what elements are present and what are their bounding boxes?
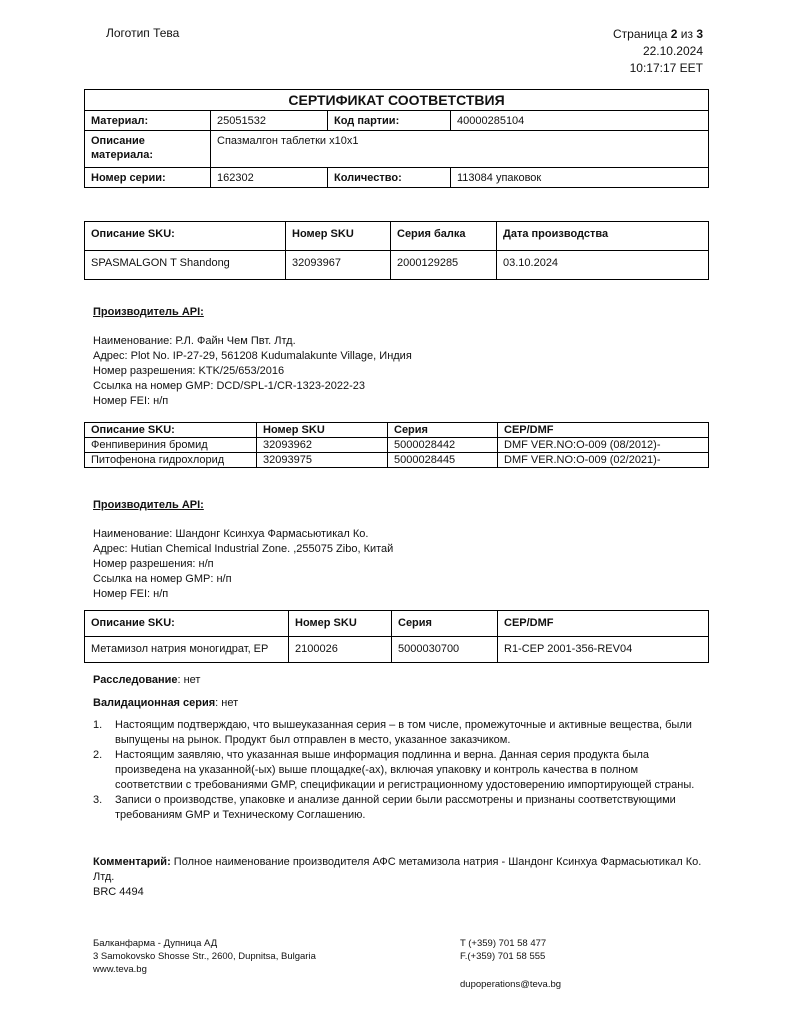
table-row (85, 251, 709, 280)
table-header: CEP/DMF (498, 423, 709, 438)
investigation-line: Расследование: нет (93, 674, 201, 686)
description-value: Спазмалгон таблетки x10x1 (211, 131, 709, 168)
series-label: Номер серии: (85, 168, 211, 188)
list-item: 2. Настоящим заявляю, что указанная выше информация подлинна и верна. Данная серия продукта была произведена на указанной(-ых) выше площадке(-ах), включая упаковку и контроль качества в полном соответствии с требованиями GMP, спецификации и регистрационному удостоверению импортирующей страны. (93, 749, 695, 791)
print-date: 22.10.2024 (642, 44, 703, 58)
table-cell: 5000030700 (392, 637, 498, 663)
table-header: Описание SKU: (85, 423, 257, 438)
footer-email[interactable]: dupoperations@teva.bg (460, 979, 562, 990)
footer-company: Балканфарма - Дупница АД (93, 938, 218, 949)
table-cell: DMF VER.NO:O-009 (02/2021)- (498, 453, 709, 468)
table-header: CEP/DMF (498, 611, 709, 637)
table-header: Серия (392, 611, 498, 637)
table-cell: Метамизол натрия моногидрат, EP (85, 637, 289, 663)
table-header-row (85, 222, 709, 251)
table-cell: Питофенона гидрохлорид (85, 453, 257, 468)
table-cell: 32093962 (257, 438, 388, 453)
page-info (613, 26, 703, 77)
quantity-value: 113084 упаковок (451, 168, 709, 188)
sku-table (84, 221, 709, 280)
table-header-row (85, 423, 709, 438)
footer-website[interactable]: www.teva.bg (93, 964, 147, 975)
logo-placeholder: Логотип Тева (106, 26, 180, 40)
table-header-row (85, 611, 709, 637)
list-item: 1. Настоящим подтверждаю, что вышеуказанная серия – в том числе, промежуточные и активные вещества, были выпущены на рынок. Продукт был отправлен в место, указанное заказчиком. (93, 719, 692, 746)
table-cell: 2100026 (289, 637, 392, 663)
table-cell: 32093975 (257, 453, 388, 468)
table-cell: 5000028445 (388, 453, 498, 468)
api1-name: Наименование: Р.Л. Файн Чем Пвт. Лтд. (93, 335, 296, 347)
table-cell: 03.10.2024 (497, 251, 709, 280)
table-cell: DMF VER.NO:O-009 (08/2012)- (498, 438, 709, 453)
footer-fax: F.(+359) 701 58 555 (460, 951, 546, 962)
certificate-table (84, 89, 709, 188)
api2-permit: Номер разрешения: н/п (93, 558, 214, 570)
series-value: 162302 (211, 168, 328, 188)
api1-fei: Номер FEI: н/п (93, 395, 169, 407)
footer-company-block (93, 937, 316, 976)
api2-fei: Номер FEI: н/п (93, 588, 169, 600)
batch-code-value: 40000285104 (451, 111, 709, 131)
api2-heading: Производитель API: (93, 499, 204, 511)
table-header: Дата производства (497, 222, 709, 251)
table-header: Описание SKU: (85, 222, 286, 251)
table-row (85, 637, 709, 663)
print-time: 10:17:17 EET (629, 61, 703, 75)
description-label: Описание материала: (85, 131, 211, 168)
brc-number: BRC 4494 (93, 886, 144, 898)
table-cell: R1-CEP 2001-356-REV04 (498, 637, 709, 663)
quantity-label: Количество: (328, 168, 451, 188)
api2-name: Наименование: Шандонг Ксинхуа Фармасьютикал Ко. (93, 528, 369, 540)
table-header: Номер SKU (286, 222, 391, 251)
statements-list (93, 718, 708, 823)
api2-gmp: Ссылка на номер GMP: н/п (93, 573, 232, 585)
list-item: 3. Записи о производстве, упаковке и анализе данной серии были рассмотрены и признаны соответствующими требованиям GMP и Техническому Соглашению. (93, 794, 676, 821)
api1-table (84, 422, 709, 468)
table-header: Номер SKU (289, 611, 392, 637)
table-row (85, 453, 709, 468)
certificate-title: СЕРТИФИКАТ СООТВЕТСТВИЯ (85, 90, 709, 111)
api1-gmp: Ссылка на номер GMP: DCD/SPL-1/CR-1323-2022-23 (93, 380, 366, 392)
validation-line: Валидационная серия: нет (93, 697, 239, 709)
table-cell: Фенпивериния бромид (85, 438, 257, 453)
api1-address: Адрес: Plot No. IP-27-29, 561208 Kudumalakunte Village, Индия (93, 350, 412, 362)
batch-code-label: Код партии: (328, 111, 451, 131)
footer-phone: T (+359) 701 58 477 (460, 938, 547, 949)
table-cell: 5000028442 (388, 438, 498, 453)
api2-address: Адрес: Hutian Chemical Industrial Zone. ,255075 Zibo, Китай (93, 543, 394, 555)
table-cell: 2000129285 (391, 251, 497, 280)
comment-block: Комментарий: Полное наименование производителя АФС метамизола натрия - Шандонг Ксинхуа Фармасьютикал Ко. Лтд. BRC 4494 (93, 855, 708, 900)
table-header: Серия балка (391, 222, 497, 251)
api1-heading: Производитель API: (93, 306, 204, 318)
page-number: Страница 2 из 3 (613, 27, 703, 41)
table-header: Описание SKU: (85, 611, 289, 637)
footer-contacts (460, 937, 546, 963)
material-label: Материал: (85, 111, 211, 131)
table-header: Серия (388, 423, 498, 438)
footer-address: 3 Samokovsko Shosse Str., 2600, Dupnitsa, Bulgaria (93, 951, 316, 962)
table-cell: 32093967 (286, 251, 391, 280)
api1-permit: Номер разрешения: KTK/25/653/2016 (93, 365, 285, 377)
table-header: Номер SKU (257, 423, 388, 438)
table-cell: SPASMALGON T Shandong (85, 251, 286, 280)
table-row (85, 438, 709, 453)
material-value: 25051532 (211, 111, 328, 131)
api2-table (84, 610, 709, 663)
